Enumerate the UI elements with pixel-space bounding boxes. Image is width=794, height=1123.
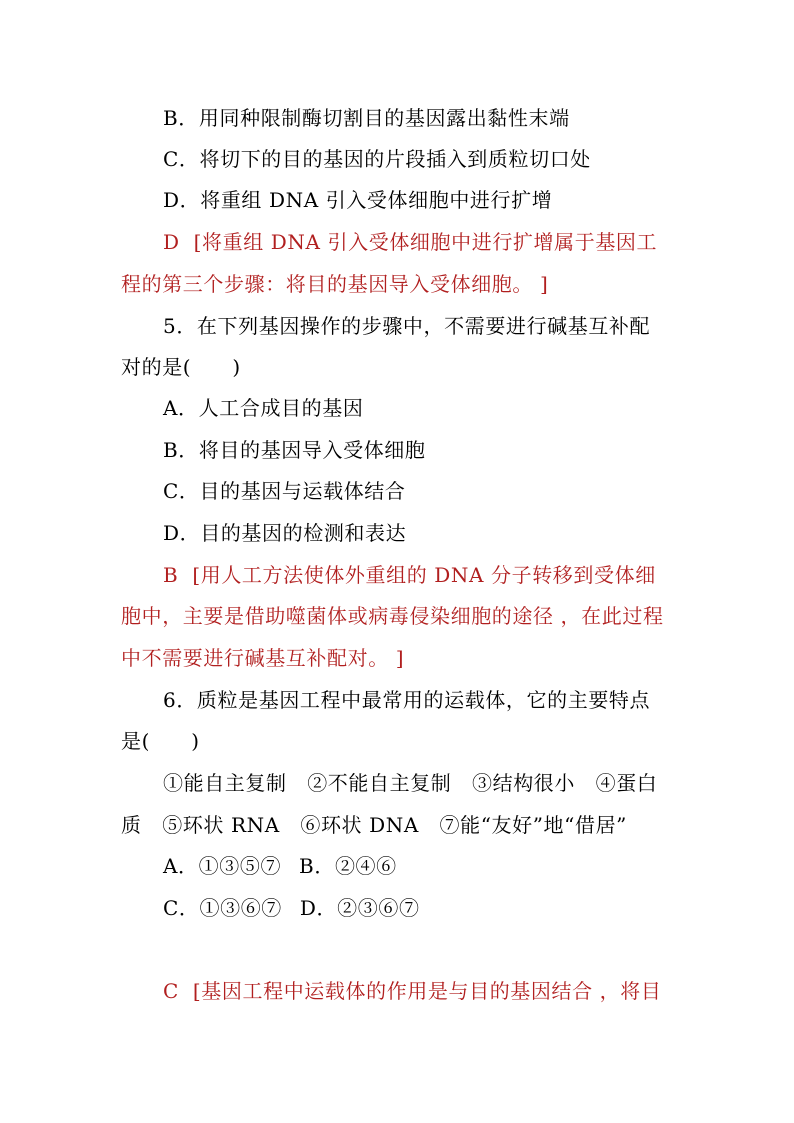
q5-answer-line-2: 胞中，主要是借助噬菌体或病毒侵染细胞的途径 ，在此过程 — [121, 604, 664, 628]
q6-items-line-2: 质 ⑤环状 RNA ⑥环状 DNA ⑦能“友好”地“借居” — [121, 813, 627, 837]
q5-option-c: C．目的基因与运载体结合 — [163, 479, 406, 503]
q5-answer-line-3: 中不需要进行碱基互补配对。 ] — [121, 646, 405, 670]
q4-answer-line-2: 程的第三个步骤：将目的基因导入受体细胞。 ] — [121, 272, 549, 296]
q6-answer-line-1 — [163, 977, 677, 1005]
q4-answer-line-1 — [163, 228, 677, 256]
q5-option-d: D．目的基因的检测和表达 — [163, 521, 407, 545]
q4-option-c: C．将切下的目的基因的片段插入到质粒切口处 — [163, 147, 591, 171]
q4-answer-letter: D — [163, 230, 180, 254]
q5-stem-line-2: 对的是( ) — [121, 355, 241, 379]
q6-option-c: C．①③⑥⑦ — [163, 896, 282, 920]
q5-answer-text-1: [用人工方法使体外重组的 DNA 分子转移到受体细 — [192, 563, 656, 587]
q5-option-b: B．将目的基因导入受体细胞 — [163, 438, 426, 462]
q6-option-b: B．②④⑥ — [299, 854, 397, 878]
q6-answer-letter: C — [163, 979, 179, 1003]
q5-answer-line-1 — [163, 561, 677, 589]
q5-answer-letter: B — [163, 563, 179, 587]
q6-options-row-1 — [163, 852, 677, 880]
q6-options-row-2 — [163, 894, 677, 922]
q4-answer-text-1: [将重组 DNA 引入受体细胞中进行扩增属于基因工 — [193, 230, 658, 254]
q5-stem-line-1: 5．在下列基因操作的步骤中，不需要进行碱基互补配 — [163, 314, 651, 338]
q6-stem-line-2: 是( ) — [121, 729, 200, 753]
q4-option-d: D．将重组 DNA 引入受体细胞中进行扩增 — [163, 188, 553, 212]
q6-answer-text-1: [基因工程中运载体的作用是与目的基因结合 ，将目 — [192, 979, 662, 1003]
q6-stem-line-1: 6．质粒是基因工程中最常用的运载体，它的主要特点 — [163, 688, 651, 712]
q6-option-a: A．①③⑤⑦ — [163, 854, 282, 878]
q5-option-a: A．人工合成目的基因 — [163, 396, 364, 420]
q6-option-d: D．②③⑥⑦ — [299, 896, 420, 920]
q6-items-line-1: ①能自主复制 ②不能自主复制 ③结构很小 ④蛋白 — [163, 771, 658, 795]
q4-option-b: B．用同种限制酶切割目的基因露出黏性末端 — [163, 106, 570, 130]
